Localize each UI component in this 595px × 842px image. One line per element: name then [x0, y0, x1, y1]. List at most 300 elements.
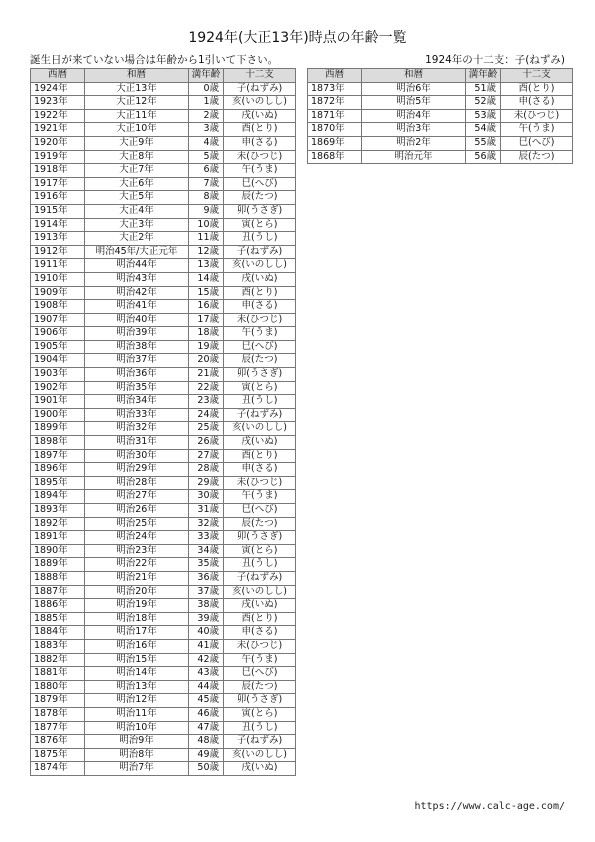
cell-age: 25歳	[189, 422, 224, 436]
cell-seireki: 1912年	[31, 245, 85, 259]
cell-age: 35歳	[189, 558, 224, 572]
cell-zodiac: 卯(うさぎ)	[224, 531, 296, 545]
table-row	[308, 123, 573, 137]
cell-seireki: 1874年	[31, 762, 85, 776]
year-zodiac-info: 1924年の十二支：子(ねずみ)	[425, 54, 565, 66]
cell-age: 26歳	[189, 436, 224, 450]
table-row	[31, 762, 296, 776]
table-row	[31, 476, 296, 490]
cell-age: 15歳	[189, 286, 224, 300]
cell-zodiac: 巳(へび)	[501, 136, 573, 150]
cell-zodiac: 辰(たつ)	[224, 680, 296, 694]
cell-age: 27歳	[189, 449, 224, 463]
cell-wareki: 明治20年	[85, 585, 189, 599]
table-row	[31, 164, 296, 178]
cell-zodiac: 寅(とら)	[224, 218, 296, 232]
table-row	[31, 245, 296, 259]
cell-wareki: 明治11年	[85, 707, 189, 721]
cell-zodiac: 申(さる)	[224, 300, 296, 314]
cell-age: 1歳	[189, 96, 224, 110]
cell-seireki: 1920年	[31, 136, 85, 150]
cell-wareki: 明治24年	[85, 531, 189, 545]
cell-wareki: 大正13年	[85, 82, 189, 96]
cell-age: 34歳	[189, 544, 224, 558]
cell-age: 50歳	[189, 762, 224, 776]
cell-zodiac: 午(うま)	[501, 123, 573, 137]
cell-wareki: 明治5年	[362, 96, 466, 110]
table-row	[31, 517, 296, 531]
table-row	[31, 177, 296, 191]
cell-seireki: 1894年	[31, 490, 85, 504]
cell-seireki: 1898年	[31, 436, 85, 450]
cell-age: 45歳	[189, 694, 224, 708]
cell-zodiac: 子(ねずみ)	[224, 735, 296, 749]
cell-wareki: 明治4年	[362, 109, 466, 123]
cell-seireki: 1878年	[31, 707, 85, 721]
cell-zodiac: 酉(とり)	[501, 82, 573, 96]
cell-age: 6歳	[189, 164, 224, 178]
age-table-left	[30, 68, 296, 776]
table-row	[31, 436, 296, 450]
table-row	[31, 96, 296, 110]
header-seireki: 西暦	[308, 69, 362, 83]
cell-seireki: 1883年	[31, 639, 85, 653]
cell-zodiac: 丑(うし)	[224, 395, 296, 409]
cell-wareki: 明治14年	[85, 667, 189, 681]
cell-age: 48歳	[189, 735, 224, 749]
cell-wareki: 明治10年	[85, 721, 189, 735]
cell-zodiac: 子(ねずみ)	[224, 408, 296, 422]
cell-wareki: 明治31年	[85, 436, 189, 450]
cell-age: 29歳	[189, 476, 224, 490]
cell-seireki: 1905年	[31, 340, 85, 354]
table-row	[31, 531, 296, 545]
cell-seireki: 1916年	[31, 191, 85, 205]
cell-zodiac: 午(うま)	[224, 327, 296, 341]
cell-wareki: 明治33年	[85, 408, 189, 422]
cell-seireki: 1886年	[31, 599, 85, 613]
cell-wareki: 明治15年	[85, 653, 189, 667]
table-row	[31, 544, 296, 558]
cell-zodiac: 辰(たつ)	[224, 354, 296, 368]
cell-age: 19歳	[189, 340, 224, 354]
cell-zodiac: 亥(いのしし)	[224, 259, 296, 273]
cell-seireki: 1887年	[31, 585, 85, 599]
cell-wareki: 明治22年	[85, 558, 189, 572]
cell-age: 12歳	[189, 245, 224, 259]
cell-age: 39歳	[189, 612, 224, 626]
table-row	[31, 694, 296, 708]
table-row	[308, 150, 573, 164]
header-zodiac: 十二支	[224, 69, 296, 83]
cell-zodiac: 午(うま)	[224, 490, 296, 504]
cell-seireki: 1914年	[31, 218, 85, 232]
cell-seireki: 1891年	[31, 531, 85, 545]
cell-age: 56歳	[466, 150, 501, 164]
cell-zodiac: 辰(たつ)	[501, 150, 573, 164]
cell-zodiac: 戌(いぬ)	[224, 599, 296, 613]
cell-seireki: 1908年	[31, 300, 85, 314]
cell-wareki: 明治16年	[85, 639, 189, 653]
cell-seireki: 1892年	[31, 517, 85, 531]
cell-age: 53歳	[466, 109, 501, 123]
cell-age: 7歳	[189, 177, 224, 191]
cell-wareki: 明治元年	[362, 150, 466, 164]
cell-zodiac: 戌(いぬ)	[224, 109, 296, 123]
cell-wareki: 大正6年	[85, 177, 189, 191]
cell-age: 55歳	[466, 136, 501, 150]
cell-age: 31歳	[189, 504, 224, 518]
cell-zodiac: 寅(とら)	[224, 381, 296, 395]
cell-seireki: 1911年	[31, 259, 85, 273]
table-row	[31, 109, 296, 123]
cell-seireki: 1879年	[31, 694, 85, 708]
cell-wareki: 大正7年	[85, 164, 189, 178]
cell-age: 11歳	[189, 232, 224, 246]
cell-age: 14歳	[189, 272, 224, 286]
cell-seireki: 1872年	[308, 96, 362, 110]
cell-wareki: 明治43年	[85, 272, 189, 286]
cell-zodiac: 巳(へび)	[224, 340, 296, 354]
cell-wareki: 明治27年	[85, 490, 189, 504]
cell-wareki: 明治19年	[85, 599, 189, 613]
cell-zodiac: 辰(たつ)	[224, 191, 296, 205]
cell-zodiac: 亥(いのしし)	[224, 422, 296, 436]
table-row	[31, 259, 296, 273]
cell-zodiac: 寅(とら)	[224, 707, 296, 721]
cell-zodiac: 未(ひつじ)	[224, 639, 296, 653]
table-row	[31, 218, 296, 232]
table-row	[31, 123, 296, 137]
cell-wareki: 明治23年	[85, 544, 189, 558]
header-age: 満年齢	[466, 69, 501, 83]
cell-wareki: 明治12年	[85, 694, 189, 708]
cell-seireki: 1873年	[308, 82, 362, 96]
header-wareki: 和暦	[362, 69, 466, 83]
cell-zodiac: 亥(いのしし)	[224, 96, 296, 110]
table-row	[31, 300, 296, 314]
cell-wareki: 大正2年	[85, 232, 189, 246]
cell-seireki: 1900年	[31, 408, 85, 422]
cell-age: 0歳	[189, 82, 224, 96]
header-age: 満年齢	[189, 69, 224, 83]
cell-age: 49歳	[189, 748, 224, 762]
table-row	[31, 340, 296, 354]
cell-age: 8歳	[189, 191, 224, 205]
cell-seireki: 1923年	[31, 96, 85, 110]
age-table-right	[307, 68, 573, 164]
cell-wareki: 明治37年	[85, 354, 189, 368]
table-row	[31, 626, 296, 640]
cell-wareki: 大正10年	[85, 123, 189, 137]
cell-seireki: 1889年	[31, 558, 85, 572]
cell-wareki: 明治30年	[85, 449, 189, 463]
table-row	[31, 667, 296, 681]
cell-wareki: 大正12年	[85, 96, 189, 110]
cell-wareki: 明治3年	[362, 123, 466, 137]
cell-age: 23歳	[189, 395, 224, 409]
site-url[interactable]: https://www.calc-age.com/	[414, 801, 565, 812]
cell-seireki: 1917年	[31, 177, 85, 191]
cell-zodiac: 戌(いぬ)	[224, 436, 296, 450]
cell-age: 30歳	[189, 490, 224, 504]
cell-age: 54歳	[466, 123, 501, 137]
cell-seireki: 1922年	[31, 109, 85, 123]
cell-wareki: 明治26年	[85, 504, 189, 518]
cell-wareki: 明治18年	[85, 612, 189, 626]
cell-wareki: 明治2年	[362, 136, 466, 150]
cell-seireki: 1906年	[31, 327, 85, 341]
header-zodiac: 十二支	[501, 69, 573, 83]
cell-wareki: 明治7年	[85, 762, 189, 776]
cell-age: 52歳	[466, 96, 501, 110]
table-row	[31, 395, 296, 409]
cell-wareki: 明治40年	[85, 313, 189, 327]
cell-seireki: 1882年	[31, 653, 85, 667]
cell-age: 5歳	[189, 150, 224, 164]
cell-wareki: 明治17年	[85, 626, 189, 640]
cell-age: 47歳	[189, 721, 224, 735]
cell-wareki: 大正9年	[85, 136, 189, 150]
table-row	[31, 272, 296, 286]
table-row	[31, 191, 296, 205]
cell-seireki: 1881年	[31, 667, 85, 681]
cell-zodiac: 亥(いのしし)	[224, 748, 296, 762]
table-row	[31, 639, 296, 653]
cell-wareki: 明治42年	[85, 286, 189, 300]
cell-wareki: 明治34年	[85, 395, 189, 409]
cell-age: 2歳	[189, 109, 224, 123]
cell-zodiac: 申(さる)	[224, 626, 296, 640]
table-row	[31, 408, 296, 422]
cell-zodiac: 丑(うし)	[224, 558, 296, 572]
cell-zodiac: 卯(うさぎ)	[224, 368, 296, 382]
cell-age: 13歳	[189, 259, 224, 273]
cell-seireki: 1890年	[31, 544, 85, 558]
cell-age: 20歳	[189, 354, 224, 368]
table-row	[308, 109, 573, 123]
cell-wareki: 明治29年	[85, 463, 189, 477]
table-row	[31, 232, 296, 246]
cell-seireki: 1869年	[308, 136, 362, 150]
cell-zodiac: 午(うま)	[224, 653, 296, 667]
table-row	[308, 136, 573, 150]
table-row	[31, 707, 296, 721]
cell-wareki: 大正3年	[85, 218, 189, 232]
cell-zodiac: 午(うま)	[224, 164, 296, 178]
cell-zodiac: 酉(とり)	[224, 449, 296, 463]
cell-seireki: 1924年	[31, 82, 85, 96]
cell-age: 44歳	[189, 680, 224, 694]
cell-wareki: 明治21年	[85, 571, 189, 585]
cell-age: 41歳	[189, 639, 224, 653]
cell-age: 24歳	[189, 408, 224, 422]
cell-wareki: 明治44年	[85, 259, 189, 273]
cell-seireki: 1907年	[31, 313, 85, 327]
table-row	[31, 504, 296, 518]
table-row	[31, 381, 296, 395]
cell-zodiac: 巳(へび)	[224, 177, 296, 191]
cell-zodiac: 巳(へび)	[224, 504, 296, 518]
table-row	[308, 82, 573, 96]
cell-wareki: 大正11年	[85, 109, 189, 123]
cell-seireki: 1870年	[308, 123, 362, 137]
cell-age: 36歳	[189, 571, 224, 585]
page-title: 1924年(大正13年)時点の年齢一覧	[188, 30, 407, 46]
table-row	[31, 313, 296, 327]
header-seireki: 西暦	[31, 69, 85, 83]
cell-zodiac: 戌(いぬ)	[224, 762, 296, 776]
header-wareki: 和暦	[85, 69, 189, 83]
cell-age: 3歳	[189, 123, 224, 137]
cell-wareki: 明治45年/大正元年	[85, 245, 189, 259]
cell-seireki: 1888年	[31, 571, 85, 585]
cell-age: 17歳	[189, 313, 224, 327]
cell-seireki: 1876年	[31, 735, 85, 749]
cell-wareki: 明治8年	[85, 748, 189, 762]
cell-age: 51歳	[466, 82, 501, 96]
table-row	[31, 653, 296, 667]
table-row	[31, 680, 296, 694]
cell-wareki: 明治6年	[362, 82, 466, 96]
cell-seireki: 1918年	[31, 164, 85, 178]
cell-age: 21歳	[189, 368, 224, 382]
cell-age: 9歳	[189, 204, 224, 218]
cell-zodiac: 寅(とら)	[224, 544, 296, 558]
table-row	[31, 558, 296, 572]
table-row	[31, 735, 296, 749]
table-row	[31, 368, 296, 382]
cell-seireki: 1880年	[31, 680, 85, 694]
cell-wareki: 明治25年	[85, 517, 189, 531]
cell-seireki: 1901年	[31, 395, 85, 409]
table-row	[31, 204, 296, 218]
cell-seireki: 1893年	[31, 504, 85, 518]
table-row	[31, 612, 296, 626]
cell-zodiac: 巳(へび)	[224, 667, 296, 681]
table-row	[31, 150, 296, 164]
cell-zodiac: 丑(うし)	[224, 721, 296, 735]
cell-seireki: 1868年	[308, 150, 362, 164]
table-row	[31, 490, 296, 504]
cell-zodiac: 申(さる)	[224, 463, 296, 477]
cell-wareki: 明治39年	[85, 327, 189, 341]
cell-zodiac: 子(ねずみ)	[224, 245, 296, 259]
table-row	[308, 96, 573, 110]
table-row	[31, 599, 296, 613]
cell-zodiac: 酉(とり)	[224, 286, 296, 300]
cell-zodiac: 亥(いのしし)	[224, 585, 296, 599]
cell-wareki: 明治36年	[85, 368, 189, 382]
cell-seireki: 1913年	[31, 232, 85, 246]
table-row	[31, 585, 296, 599]
cell-age: 4歳	[189, 136, 224, 150]
cell-zodiac: 未(ひつじ)	[501, 109, 573, 123]
cell-seireki: 1904年	[31, 354, 85, 368]
cell-seireki: 1897年	[31, 449, 85, 463]
cell-zodiac: 子(ねずみ)	[224, 82, 296, 96]
table-header-row	[31, 69, 296, 83]
cell-age: 42歳	[189, 653, 224, 667]
table-header-row	[308, 69, 573, 83]
cell-wareki: 大正8年	[85, 150, 189, 164]
cell-age: 38歳	[189, 599, 224, 613]
table-row	[31, 327, 296, 341]
cell-age: 18歳	[189, 327, 224, 341]
cell-wareki: 明治28年	[85, 476, 189, 490]
cell-seireki: 1899年	[31, 422, 85, 436]
cell-age: 33歳	[189, 531, 224, 545]
cell-zodiac: 未(ひつじ)	[224, 313, 296, 327]
cell-seireki: 1910年	[31, 272, 85, 286]
cell-age: 10歳	[189, 218, 224, 232]
table-row	[31, 463, 296, 477]
cell-wareki: 明治41年	[85, 300, 189, 314]
cell-seireki: 1903年	[31, 368, 85, 382]
table-row	[31, 422, 296, 436]
cell-seireki: 1896年	[31, 463, 85, 477]
table-row	[31, 354, 296, 368]
cell-seireki: 1921年	[31, 123, 85, 137]
table-row	[31, 286, 296, 300]
cell-zodiac: 戌(いぬ)	[224, 272, 296, 286]
cell-wareki: 明治38年	[85, 340, 189, 354]
birthday-note: 誕生日が来ていない場合は年齢から1引いて下さい。	[30, 54, 279, 66]
cell-wareki: 明治35年	[85, 381, 189, 395]
cell-zodiac: 子(ねずみ)	[224, 571, 296, 585]
cell-zodiac: 辰(たつ)	[224, 517, 296, 531]
cell-zodiac: 酉(とり)	[224, 123, 296, 137]
cell-age: 16歳	[189, 300, 224, 314]
cell-wareki: 明治32年	[85, 422, 189, 436]
cell-zodiac: 申(さる)	[501, 96, 573, 110]
cell-zodiac: 卯(うさぎ)	[224, 694, 296, 708]
cell-seireki: 1884年	[31, 626, 85, 640]
cell-age: 46歳	[189, 707, 224, 721]
cell-zodiac: 酉(とり)	[224, 612, 296, 626]
table-row	[31, 571, 296, 585]
cell-seireki: 1877年	[31, 721, 85, 735]
cell-seireki: 1919年	[31, 150, 85, 164]
cell-age: 43歳	[189, 667, 224, 681]
table-row	[31, 449, 296, 463]
cell-age: 37歳	[189, 585, 224, 599]
table-row	[31, 82, 296, 96]
cell-age: 28歳	[189, 463, 224, 477]
cell-wareki: 大正4年	[85, 204, 189, 218]
cell-seireki: 1871年	[308, 109, 362, 123]
cell-seireki: 1915年	[31, 204, 85, 218]
cell-seireki: 1885年	[31, 612, 85, 626]
cell-zodiac: 申(さる)	[224, 136, 296, 150]
cell-zodiac: 丑(うし)	[224, 232, 296, 246]
cell-wareki: 大正5年	[85, 191, 189, 205]
cell-seireki: 1875年	[31, 748, 85, 762]
cell-seireki: 1909年	[31, 286, 85, 300]
table-row	[31, 136, 296, 150]
cell-wareki: 明治13年	[85, 680, 189, 694]
cell-zodiac: 未(ひつじ)	[224, 150, 296, 164]
cell-seireki: 1895年	[31, 476, 85, 490]
cell-age: 40歳	[189, 626, 224, 640]
cell-wareki: 明治9年	[85, 735, 189, 749]
cell-zodiac: 卯(うさぎ)	[224, 204, 296, 218]
cell-age: 32歳	[189, 517, 224, 531]
cell-age: 22歳	[189, 381, 224, 395]
table-row	[31, 748, 296, 762]
cell-seireki: 1902年	[31, 381, 85, 395]
cell-zodiac: 未(ひつじ)	[224, 476, 296, 490]
